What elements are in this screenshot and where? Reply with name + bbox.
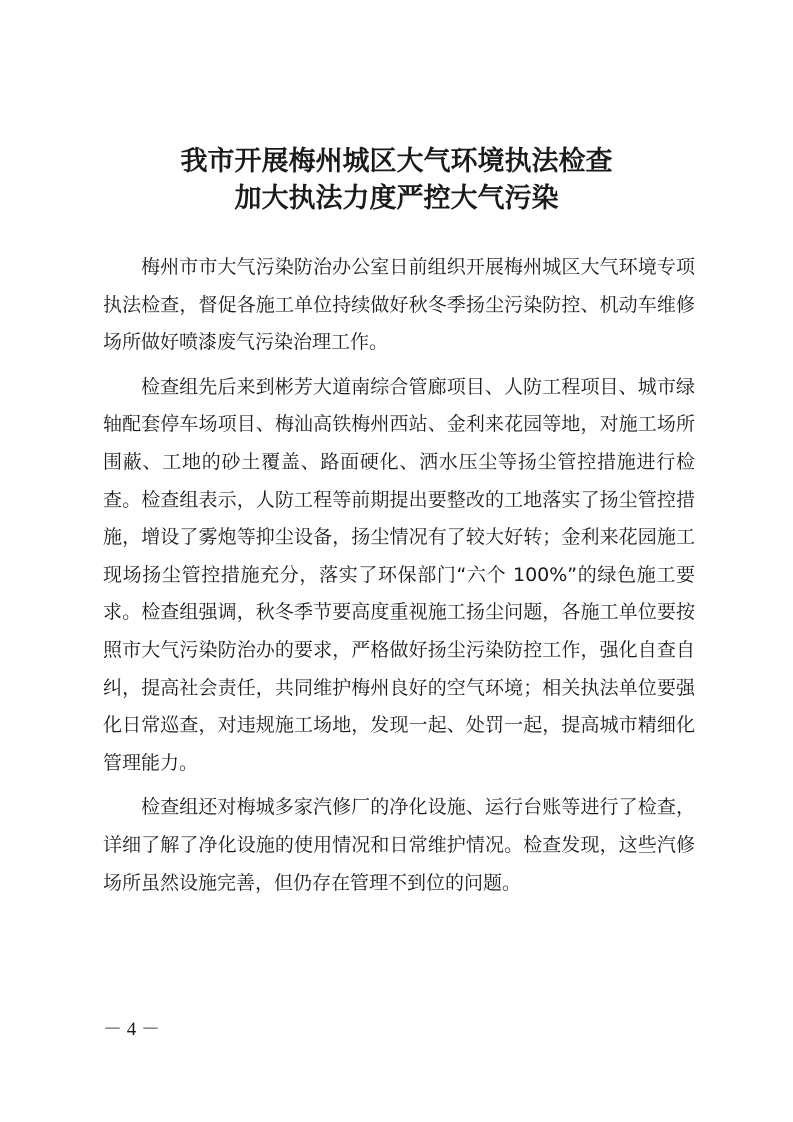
paragraph-2: 检查组先后来到彬芳大道南综合管廊项目、人防工程项目、城市绿轴配套停车场项目、梅汕高铁梅州西站、金利来花园等地，对施工场所围蔽、工地的砂土覆盖、路面硬化、洒水压尘等扬尘管控措施进行检查。检查组表示，人防工程等前期提出要整改的工地落实了扬尘管控措施，增设了雾炮等抑尘设备，扬尘情况有了较大好转；金利来花园施工现场扬尘管控措施充分，落实了环保部门“六个 100%”的绿色施工要求。检查组强调，秋冬季节要高度重视施工扬尘问题，各施工单位要按照市大气污染防治办的要求，严格做好扬尘污染防控工作，强化自查自纠，提高社会责任，共同维护梅州良好的空气环境；相关执法单位要强化日常巡查，对违规施工场地，发现一起、处罚一起，提高城市精细化管理能力。 [103, 375, 695, 774]
document-title-line-1: 我市开展梅州城区大气环境执法检查 [180, 146, 613, 177]
paragraph-3: 检查组还对梅城多家汽修厂的净化设施、运行台账等进行了检查，详细了解了净化设施的使用情况和日常维护情况。检查发现，这些汽修场所虽然设施完善，但仍存在管理不到位的问题。 [103, 796, 695, 894]
document-body [103, 249, 695, 909]
paragraph-1: 梅州市市大气污染防治办公室日前组织开展梅州城区大气环境专项执法检查，督促各施工单位持续做好秋冬季扬尘污染防控、机动车维修场所做好喷漆废气污染治理工作。 [103, 256, 695, 354]
document-title-line-2: 加大执法力度严控大气污染 [234, 183, 559, 214]
page-number: － 4 － [103, 1019, 161, 1040]
